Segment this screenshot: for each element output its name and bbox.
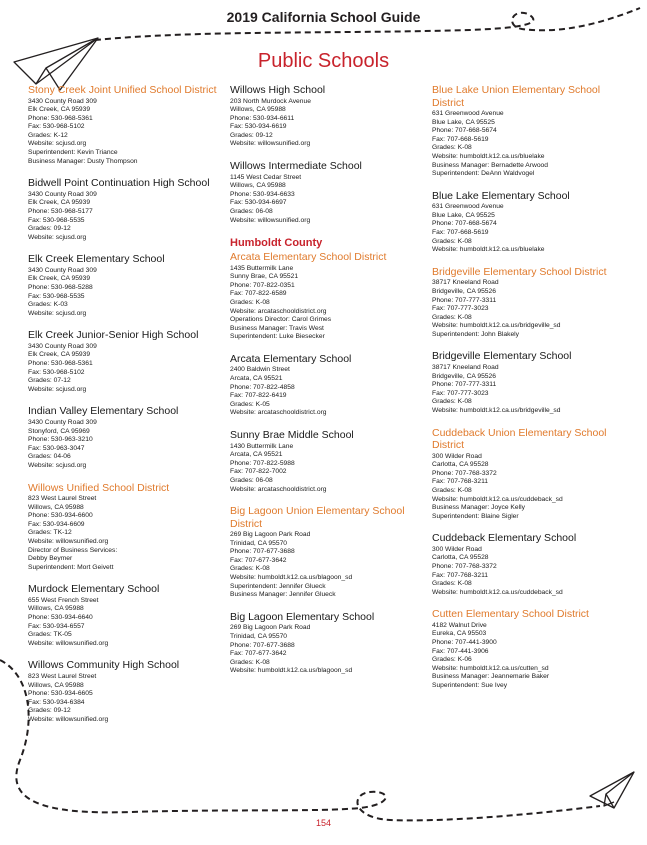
entry-detail-line: Fax: 530-934-6697 xyxy=(230,199,287,207)
entry-detail-line: Fax: 707-668-5619 xyxy=(432,135,489,143)
entry-detail-line: Bridgeville, CA 95526 xyxy=(432,372,496,380)
entry-detail-line: 631 Greenwood Avenue xyxy=(432,203,504,211)
entry-detail-line: Phone: 707-441-3900 xyxy=(432,639,497,647)
entry-detail-line: Grades: K-08 xyxy=(230,658,270,666)
entry-detail-line: Grades: K-08 xyxy=(432,486,472,494)
entry-detail-line: Superintendent: Jennifer Glueck xyxy=(230,582,326,590)
entry-detail-line: Phone: 530-968-5361 xyxy=(28,114,93,122)
entry-detail-line: Business Manager: Travis West xyxy=(230,324,324,332)
district-name: Arcata Elementary School District xyxy=(230,251,387,264)
entry-detail-line: Fax: 530-934-6384 xyxy=(28,698,85,706)
entry-detail-line: Director of Business Services: xyxy=(28,546,118,554)
entry-detail-line: 1435 Buttermilk Lane xyxy=(230,264,294,272)
entry-detail-line: Website: humboldt.k12.ca.us/bridgeville_sd xyxy=(432,322,561,330)
entry-detail-line: Fax: 530-968-5535 xyxy=(28,292,85,300)
entry-detail-line: Website: willowsunified.org xyxy=(230,140,311,148)
entry-detail-line: Grades: 09-12 xyxy=(28,225,71,233)
school-name: Arcata Elementary School xyxy=(230,352,352,365)
school-entry xyxy=(432,350,632,415)
entry-detail-line: Website: arcataschooldistrict.org xyxy=(230,307,327,315)
entry-detail-line: Fax: 707-668-5619 xyxy=(432,229,489,237)
entry-detail-line: Website: willowsunified.org xyxy=(28,537,109,545)
district-entry xyxy=(28,84,228,166)
entry-detail-line: Fax: 707-822-6589 xyxy=(230,290,287,298)
entry-detail-line: Grades: 06-08 xyxy=(230,476,273,484)
entry-detail-line: Website: humboldt.k12.ca.us/bridgeville_sd xyxy=(432,406,561,414)
entry-detail-line: Website: humboldt.k12.ca.us/cuddeback_sd xyxy=(432,495,563,503)
entry-detail-line: Grades: TK-12 xyxy=(28,529,72,537)
entry-detail-line: Website: scjusd.org xyxy=(28,461,87,469)
school-name: Murdock Elementary School xyxy=(28,583,160,596)
school-entry xyxy=(28,329,228,394)
district-name: Cuddeback Union Elementary School District xyxy=(432,426,607,452)
entry-detail-line: Phone: 530-934-6605 xyxy=(28,690,93,698)
entry-detail-line: 203 North Murdock Avenue xyxy=(230,97,311,105)
entry-detail-line: 655 West French Street xyxy=(28,596,99,604)
entry-detail-line: Phone: 530-968-5361 xyxy=(28,360,93,368)
entry-detail-line: Superintendent: Mort Geivett xyxy=(28,563,114,571)
entry-detail-line: Grades: K-08 xyxy=(432,237,472,245)
school-entry xyxy=(230,611,430,676)
entry-detail-line: Fax: 707-822-6419 xyxy=(230,392,287,400)
entry-detail-line: Willows, CA 95988 xyxy=(28,681,84,689)
school-entry xyxy=(28,405,228,470)
entry-detail-line: Fax: 707-768-3211 xyxy=(432,571,489,579)
entry-detail-line: 300 Wilder Road xyxy=(432,545,482,553)
entry-detail-line: Phone: 707-668-5674 xyxy=(432,127,497,135)
entry-detail-line: Grades: K-08 xyxy=(432,398,472,406)
entry-detail-line: Grades: 09-12 xyxy=(230,131,273,139)
entry-detail-line: Business Manager: Dusty Thompson xyxy=(28,157,138,165)
entry-detail-line: Sunny Brae, CA 95521 xyxy=(230,273,299,281)
entry-detail-line: 3430 County Road 309 xyxy=(28,342,97,350)
entry-detail-line: Website: humboldt.k12.ca.us/bluelake xyxy=(432,152,545,160)
entry-detail-line: Business Manager: Jeannemarie Baker xyxy=(432,673,550,681)
entry-detail-line: Fax: 707-822-7002 xyxy=(230,468,287,476)
entry-detail-line: Grades: K-06 xyxy=(432,656,472,664)
column-1 xyxy=(28,84,228,735)
entry-detail-line: Grades: K-08 xyxy=(432,144,472,152)
entry-detail-line: 823 West Laurel Street xyxy=(28,495,97,502)
entry-detail-line: Superintendent: Luke Biesecker xyxy=(230,333,325,341)
entry-detail-line: Website: willowsunified.org xyxy=(28,715,109,723)
entry-detail-line: Fax: 707-768-3211 xyxy=(432,478,489,486)
entry-detail-line: Willows, CA 95988 xyxy=(230,106,286,114)
district-entry xyxy=(230,251,430,342)
school-entry xyxy=(230,84,430,149)
entry-detail-line: Bridgeville, CA 95526 xyxy=(432,287,496,295)
entry-detail-line: 2400 Baldwin Street xyxy=(230,366,290,374)
district-entry xyxy=(28,482,228,573)
entry-detail-line: Phone: 530-934-6633 xyxy=(230,190,295,198)
entry-detail-line: Grades: 07-12 xyxy=(28,377,71,385)
entry-detail-line: Phone: 530-968-5177 xyxy=(28,207,93,215)
school-name: Bridgeville Elementary School xyxy=(432,350,572,363)
district-name: Stony Creek Joint Unified School District xyxy=(28,84,217,96)
school-name: Willows High School xyxy=(230,84,326,96)
entry-detail-line: Elk Creek, CA 95939 xyxy=(28,199,91,207)
entry-detail-line: Phone: 707-668-5674 xyxy=(432,220,497,228)
entry-detail-line: Fax: 530-934-6557 xyxy=(28,622,85,630)
entry-detail-line: Fax: 707-677-3642 xyxy=(230,556,287,564)
column-3 xyxy=(432,84,632,702)
entry-detail-line: Grades: K-08 xyxy=(432,580,472,588)
entry-detail-line: Fax: 530-963-3047 xyxy=(28,444,85,452)
district-entry xyxy=(432,427,632,522)
entry-detail-line: Phone: 707-677-3688 xyxy=(230,548,295,556)
school-name: Willows Community High School xyxy=(28,659,180,672)
entry-detail-line: Phone: 707-822-4858 xyxy=(230,383,295,391)
entry-detail-line: Grades: K-12 xyxy=(28,131,68,139)
school-entry xyxy=(230,429,430,494)
entry-detail-line: Grades: K-08 xyxy=(230,299,270,306)
entry-detail-line: Operations Director: Carol Grimes xyxy=(230,316,332,324)
school-name: Blue Lake Elementary School xyxy=(432,189,570,202)
school-entry xyxy=(28,659,228,724)
entry-detail-line: 631 Greenwood Avenue xyxy=(432,110,504,117)
entry-detail-line: Trinidad, CA 95570 xyxy=(230,632,288,640)
entry-detail-line: Website: humboldt.k12.ca.us/blagoon_sd xyxy=(230,574,353,582)
entry-detail-line: 3430 County Road 309 xyxy=(28,190,97,198)
entry-detail-line: Fax: 530-934-6619 xyxy=(230,123,287,131)
entry-detail-line: Eureka, CA 95503 xyxy=(432,630,487,638)
entry-detail-line: Arcata, CA 95521 xyxy=(230,375,283,383)
entry-detail-line: Fax: 530-968-5535 xyxy=(28,216,85,224)
entry-detail-line: Website: arcataschooldistrict.org xyxy=(230,485,327,493)
entry-detail-line: Superintendent: Sue Ivey xyxy=(432,682,508,689)
school-name: Elk Creek Junior-Senior High School xyxy=(28,329,199,342)
entry-detail-line: Phone: 707-768-3372 xyxy=(432,562,497,570)
entry-detail-line: Arcata, CA 95521 xyxy=(230,451,283,459)
school-name: Elk Creek Elementary School xyxy=(28,253,165,266)
entry-detail-line: Business Manager: Joyce Kelly xyxy=(432,504,525,512)
district-name: Willows Unified School District xyxy=(28,481,170,494)
paper-plane-bottom-icon xyxy=(590,772,634,808)
entry-detail-line: Superintendent: Blaine Sigler xyxy=(432,512,519,520)
entry-detail-line: Phone: 707-822-5988 xyxy=(230,459,295,467)
entry-detail-line: Website: humboldt.k12.ca.us/cutten_sd xyxy=(432,664,549,672)
entry-detail-line: Grades: 09-12 xyxy=(28,707,71,715)
entry-detail-line: Willows, CA 95988 xyxy=(28,503,84,511)
entry-detail-line: Grades: TK-05 xyxy=(28,631,72,639)
district-name: Blue Lake Union Elementary School District xyxy=(432,84,601,109)
entry-detail-line: Blue Lake, CA 95525 xyxy=(432,118,495,126)
entry-detail-line: Phone: 707-777-3311 xyxy=(432,381,497,389)
entry-detail-line: Phone: 530-968-5288 xyxy=(28,284,93,291)
entry-detail-line: Phone: 530-934-6640 xyxy=(28,614,93,622)
entry-detail-line: 300 Wilder Road xyxy=(432,452,482,460)
entry-detail-line: Phone: 530-934-6600 xyxy=(28,512,93,520)
entry-detail-line: Trinidad, CA 95570 xyxy=(230,539,288,547)
page-number: 154 xyxy=(315,818,332,828)
entry-detail-line: 4182 Walnut Drive xyxy=(432,621,487,629)
entry-detail-line: 823 West Laurel Street xyxy=(28,672,97,680)
entry-detail-line: Stonyford, CA 95969 xyxy=(28,427,90,435)
district-name: Bridgeville Elementary School District xyxy=(432,265,607,278)
entry-detail-line: Fax: 530-968-5102 xyxy=(28,368,85,376)
entry-detail-line: Grades: 06-08 xyxy=(230,207,273,215)
entry-detail-line: Website: scjusd.org xyxy=(28,309,87,317)
district-name: Big Lagoon Union Elementary School District xyxy=(230,505,405,530)
district-name: Cutten Elementary School District xyxy=(432,608,589,621)
entry-detail-line: Grades: K-03 xyxy=(28,301,68,309)
entry-detail-line: 269 Big Lagoon Park Road xyxy=(230,624,311,632)
entry-detail-line: Willows, CA 95988 xyxy=(230,182,286,190)
school-entry xyxy=(28,253,228,318)
entry-detail-line: 1430 Buttermilk Lane xyxy=(230,442,294,450)
entry-detail-line: 269 Big Lagoon Park Road xyxy=(230,531,311,539)
school-name: Bidwell Point Continuation High School xyxy=(28,177,210,190)
entry-detail-line: Website: scjusd.org xyxy=(28,140,87,148)
entry-detail-line: 3430 County Road 309 xyxy=(28,418,97,426)
entry-detail-line: 38717 Kneeland Road xyxy=(432,279,499,287)
entry-detail-line: Superintendent: DeAnn Waldvogel xyxy=(432,170,535,178)
entry-detail-line: Business Manager: Jennifer Glueck xyxy=(230,591,336,599)
school-entry xyxy=(28,583,228,648)
column-2 xyxy=(230,84,430,687)
entry-detail-line: Superintendent: Kevin Triance xyxy=(28,149,118,157)
entry-detail-line: Grades: K-08 xyxy=(432,313,472,321)
entry-detail-line: Grades: 04-06 xyxy=(28,453,71,461)
entry-detail-line: Fax: 707-777-3023 xyxy=(432,389,489,397)
school-name: Indian Valley Elementary School xyxy=(28,405,179,418)
entry-detail-line: Grades: K-08 xyxy=(230,565,270,573)
entry-detail-line: Website: humboldt.k12.ca.us/cuddeback_sd xyxy=(432,588,563,596)
entry-detail-line: Carlotta, CA 95528 xyxy=(432,554,489,562)
entry-detail-line: Website: scjusd.org xyxy=(28,233,87,241)
entry-detail-line: Blue Lake, CA 95525 xyxy=(432,211,495,219)
entry-detail-line: Phone: 530-963-3210 xyxy=(28,436,93,444)
entry-detail-line: Carlotta, CA 95528 xyxy=(432,461,489,469)
entry-detail-line: Fax: 707-677-3642 xyxy=(230,650,287,658)
school-name: Sunny Brae Middle School xyxy=(230,429,354,442)
entry-detail-line: Fax: 530-968-5102 xyxy=(28,123,85,131)
entry-detail-line: Website: humboldt.k12.ca.us/blagoon_sd xyxy=(230,667,353,675)
entry-detail-line: Phone: 530-934-6611 xyxy=(230,114,295,122)
district-entry xyxy=(432,84,632,179)
school-entry xyxy=(230,353,430,418)
entry-detail-line: Elk Creek, CA 95939 xyxy=(28,275,91,283)
entry-detail-line: Website: arcataschooldistrict.org xyxy=(230,409,327,417)
entry-detail-line: Grades: K-05 xyxy=(230,400,270,408)
school-entry xyxy=(432,532,632,597)
entry-detail-line: 3430 County Road 309 xyxy=(28,266,97,274)
entry-detail-line: Fax: 707-441-3906 xyxy=(432,647,489,655)
school-entry xyxy=(28,177,228,242)
school-entry xyxy=(432,190,632,255)
entry-detail-line: 1145 West Cedar Street xyxy=(230,173,302,181)
entry-detail-line: Website: scjusd.org xyxy=(28,385,87,393)
entry-detail-line: Website: willowsunified.org xyxy=(230,216,311,224)
entry-detail-line: Willows, CA 95988 xyxy=(28,605,84,613)
entry-detail-line: Superintendent: John Blakely xyxy=(432,330,519,338)
entry-detail-line: Website: humboldt.k12.ca.us/bluelake xyxy=(432,246,545,254)
entry-detail-line: Business Manager: Bernadette Arwood xyxy=(432,161,548,169)
entry-detail-line: Phone: 707-777-3311 xyxy=(432,296,497,304)
school-name: Willows Intermediate School xyxy=(230,160,362,173)
school-name: Cuddeback Elementary School xyxy=(432,532,577,545)
school-name: Big Lagoon Elementary School xyxy=(230,610,375,623)
entry-detail-line: Phone: 707-822-0351 xyxy=(230,281,295,289)
entry-detail-line: Elk Creek, CA 95939 xyxy=(28,351,91,359)
district-entry xyxy=(230,505,430,600)
entry-detail-line: Fax: 707-777-3023 xyxy=(432,305,489,313)
school-entry xyxy=(230,160,430,225)
district-entry xyxy=(432,266,632,340)
entry-detail-line: Website: willowsunified.org xyxy=(28,639,109,647)
guide-title: 2019 California School Guide xyxy=(226,9,421,25)
entry-detail-line: Elk Creek, CA 95939 xyxy=(28,106,91,114)
county-heading: Humboldt County xyxy=(230,237,323,250)
entry-detail-line: 38717 Kneeland Road xyxy=(432,363,499,371)
district-entry xyxy=(432,608,632,690)
entry-detail-line: 3430 County Road 309 xyxy=(28,97,97,105)
section-title: Public Schools xyxy=(257,50,390,72)
entry-detail-line: Phone: 707-677-3688 xyxy=(230,641,295,649)
entry-detail-line: Fax: 530-934-6609 xyxy=(28,520,85,528)
entry-detail-line: Debby Beymer xyxy=(28,555,73,563)
entry-detail-line: Phone: 707-768-3372 xyxy=(432,469,497,477)
